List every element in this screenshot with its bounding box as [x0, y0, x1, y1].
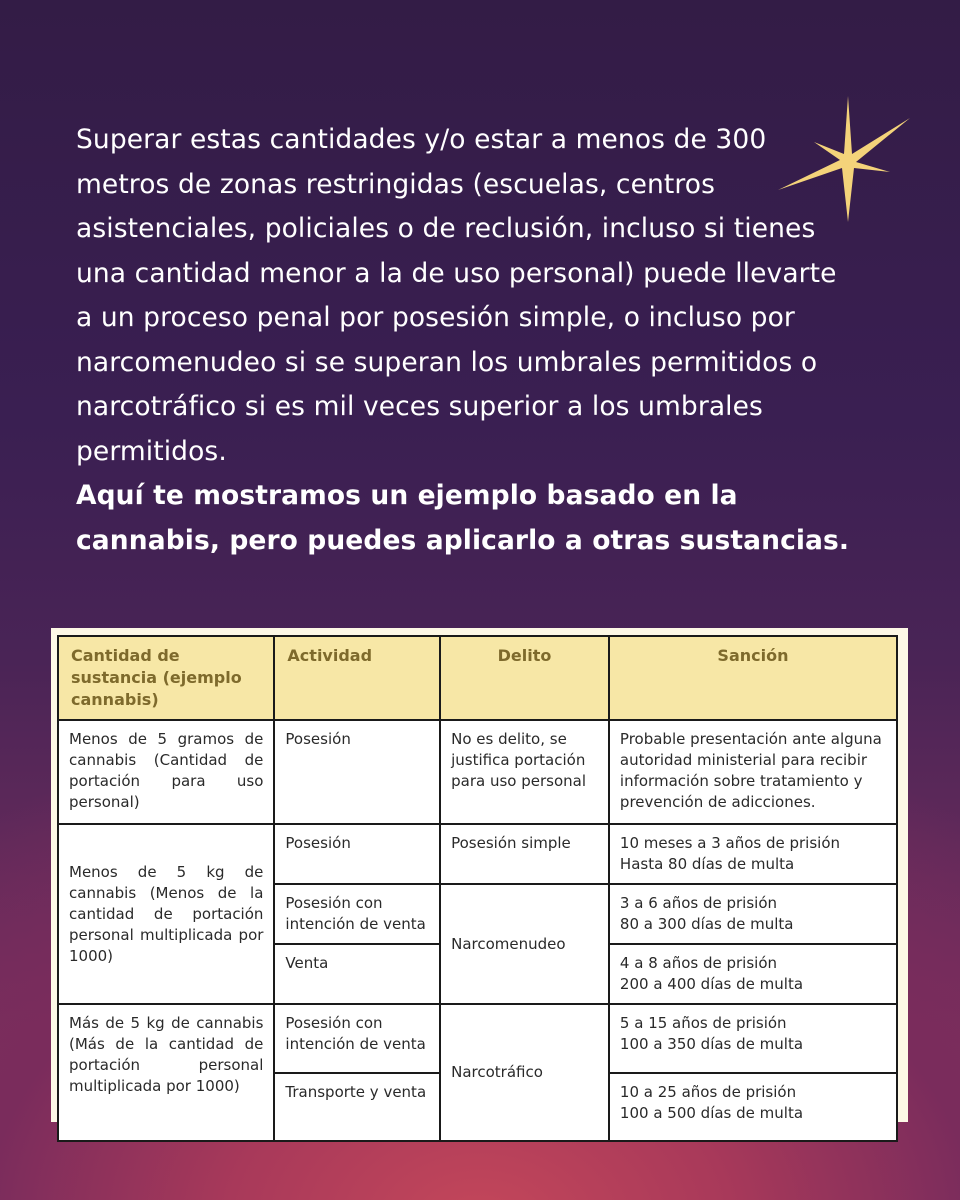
- cell-delito: No es delito, se justifica portación para uso personal: [440, 720, 609, 824]
- sanctions-table: [57, 635, 898, 1142]
- intro-text-block: [76, 118, 856, 563]
- header-actividad: Actividad: [274, 636, 440, 720]
- sancion-prision: 5 a 15 años de prisión: [619, 1014, 787, 1032]
- cell-cantidad: Menos de 5 gramos de cannabis (Cantidad de portación para uso personal): [58, 720, 274, 824]
- sancion-prision: 10 meses a 3 años de prisión: [619, 834, 841, 852]
- table-header-row: [58, 636, 897, 720]
- cell-sancion: Probable presentación ante alguna autoridad ministerial para recibir información sobre tratamiento y prevención de adicciones.: [609, 720, 897, 824]
- sancion-multa: 200 a 400 días de multa: [619, 975, 804, 993]
- table-row: [58, 824, 897, 884]
- cell-actividad: Venta: [274, 944, 440, 1004]
- cell-actividad: Posesión: [274, 824, 440, 884]
- table-row: [58, 720, 897, 824]
- sancion-prision: 10 a 25 años de prisión: [619, 1083, 797, 1101]
- cell-actividad: Posesión: [274, 720, 440, 824]
- sancion-prision: 4 a 8 años de prisión: [619, 954, 778, 972]
- cell-actividad: Posesión con intención de venta: [274, 1004, 440, 1073]
- cell-sancion: [609, 824, 897, 884]
- cell-sancion: [609, 1073, 897, 1141]
- cell-cantidad: Más de 5 kg de cannabis (Más de la cantidad de portación personal multiplicada por 1000): [58, 1004, 274, 1141]
- cell-actividad: Transporte y venta: [274, 1073, 440, 1141]
- intro-bold-note: Aquí te mostramos un ejemplo basado en la cannabis, pero puedes aplicarlo a otras sustancias.: [76, 480, 850, 556]
- cell-delito: Narcotráfico: [440, 1004, 609, 1141]
- intro-paragraph: Superar estas cantidades y/o estar a menos de 300 metros de zonas restringidas (escuelas, centros asistenciales, policiales o de reclusión, incluso si tienes una cantidad menor a la de uso personal) puede llevarte a un proceso penal por posesión simple, o incluso por narcomenudeo si se superan los umbrales permitidos o narcotráfico si es mil veces superior a los umbrales permitidos.: [76, 124, 837, 467]
- cell-delito: Posesión simple: [440, 824, 609, 884]
- sancion-multa: 80 a 300 días de multa: [619, 915, 794, 933]
- cell-delito: Narcomenudeo: [440, 884, 609, 1004]
- cell-sancion: [609, 884, 897, 944]
- header-cantidad: Cantidad de sustancia (ejemplo cannabis): [58, 636, 274, 720]
- sanctions-table-frame: [51, 628, 908, 1122]
- header-delito: Delito: [440, 636, 609, 720]
- cell-cantidad: Menos de 5 kg de cannabis (Menos de la cantidad de portación personal multiplicada por 1000): [58, 824, 274, 1004]
- cell-sancion: [609, 944, 897, 1004]
- sancion-prision: 3 a 6 años de prisión: [619, 894, 778, 912]
- sancion-multa: 100 a 350 días de multa: [619, 1035, 804, 1053]
- sancion-multa: Hasta 80 días de multa: [619, 855, 795, 873]
- header-sancion: Sanción: [609, 636, 897, 720]
- cell-actividad: Posesión con intención de venta: [274, 884, 440, 944]
- cell-sancion: [609, 1004, 897, 1073]
- table-row: [58, 1004, 897, 1073]
- sancion-multa: 100 a 500 días de multa: [619, 1104, 804, 1122]
